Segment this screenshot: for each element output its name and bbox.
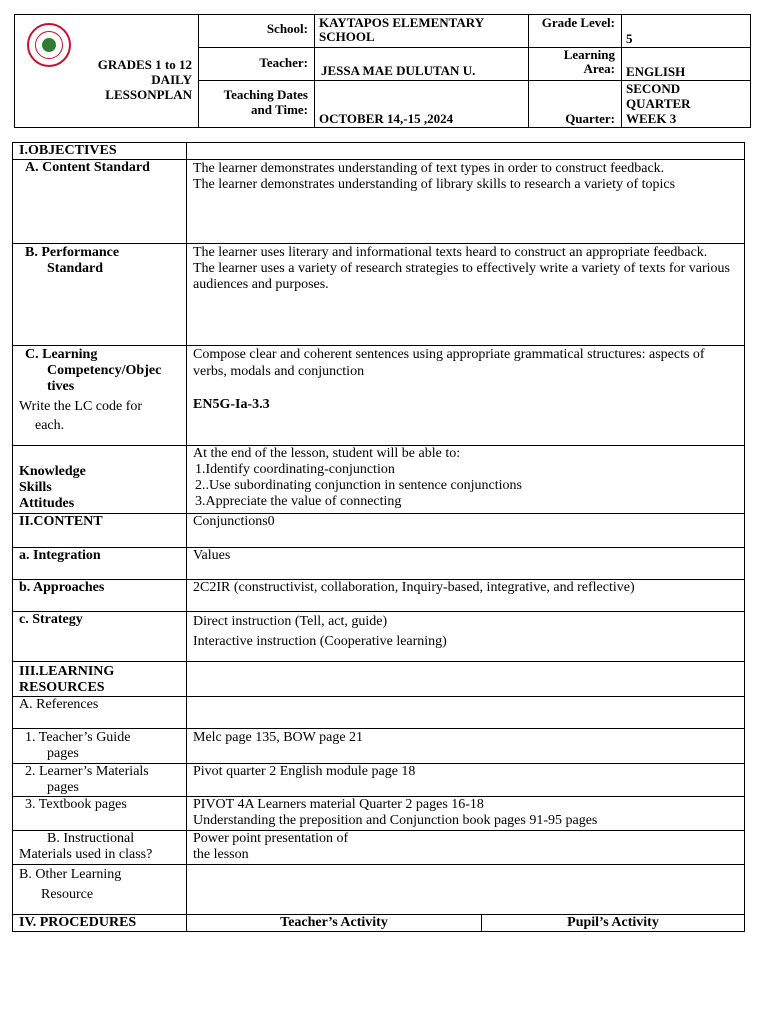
references-label: A. References (13, 697, 187, 729)
school-value: KAYTAPOS ELEMENTARY SCHOOL (315, 15, 529, 48)
instructional-materials-label: B. Instructional Materials used in class? (13, 831, 187, 865)
integration-label: a. Integration (13, 548, 187, 580)
teacher-activity-header: Teacher’s Activity (187, 915, 482, 932)
content-heading: II.CONTENT (13, 514, 187, 548)
pupil-activity-header: Pupil’s Activity (482, 915, 745, 932)
performance-standard-label: B. Performance Standard (13, 244, 187, 346)
approaches-value: 2C2IR (constructivist, collaboration, Inquiry-based, integrative, and reflective) (187, 580, 745, 612)
area-label: Learning Area: (529, 48, 622, 81)
ksa-text: At the end of the lesson, student will be able to: 1.Identify coordinating-conjunction 2..Use subordinating conjunction in sentence conjunctions 3.Appreciate the value of connecting (187, 446, 745, 514)
content-value: Conjunctions0 (187, 514, 745, 548)
title-line1: GRADES 1 to 12 (97, 57, 192, 72)
performance-standard-text: The learner uses literary and informational texts heard to construct an appropriate feedback. The learner uses a variety of research strategies to effectively write a variety of texts for various audiences and purposes. (187, 244, 745, 346)
grade-label: Grade Level: (529, 15, 622, 48)
quarter-value: SECOND QUARTER WEEK 3 (622, 81, 751, 128)
title-line3: LESSONPLAN (105, 87, 192, 102)
quarter-label: Quarter: (529, 81, 622, 128)
competency-code: EN5G-Ia-3.3 (193, 397, 270, 412)
header-table (14, 14, 751, 128)
learning-competency-label: C. Learning Competency/Objec tives Write the LC code for each. (13, 346, 187, 446)
approaches-label: b. Approaches (13, 580, 187, 612)
title-line2: DAILY (151, 72, 192, 87)
strategy-value: Direct instruction (Tell, act, guide) Interactive instruction (Cooperative learning) (187, 612, 745, 662)
content-standard-label: A. Content Standard (13, 160, 187, 244)
teachers-guide-value: Melc page 135, BOW page 21 (187, 729, 745, 764)
dates-label: Teaching Dates and Time: (199, 81, 315, 128)
title-cell (15, 15, 199, 128)
content-standard-text: The learner demonstrates understanding of text types in order to construct feedback. The learner demonstrates understanding of library skills to research a variety of topics (187, 160, 745, 244)
objectives-heading: I.OBJECTIVES (13, 143, 187, 160)
teachers-guide-label: 1. Teacher’s Guide pages (13, 729, 187, 764)
dates-value: OCTOBER 14,-15 ,2024 (315, 81, 529, 128)
teacher-value: JESSA MAE DULUTAN U. (315, 48, 529, 81)
integration-value: Values (187, 548, 745, 580)
other-resources-label: B. Other Learning Resource (13, 865, 187, 915)
strategy-label: c. Strategy (13, 612, 187, 662)
grade-value: 5 (622, 15, 751, 48)
procedures-heading: IV. PROCEDURES (13, 915, 187, 932)
learning-competency-text: Compose clear and coherent sentences using appropriate grammatical structures: aspects of verbs, modals and conjunction EN5G-Ia-3.3 (187, 346, 745, 446)
learners-materials-label: 2. Learner’s Materials pages (13, 764, 187, 797)
school-label: School: (199, 15, 315, 48)
lesson-plan-table (12, 142, 745, 932)
instructional-materials-value: Power point presentation of the lesson (187, 831, 745, 865)
textbook-label: 3. Textbook pages (13, 797, 187, 831)
area-value: ENGLISH (622, 48, 751, 81)
resources-heading: III.LEARNING RESOURCES (13, 662, 187, 697)
textbook-value: PIVOT 4A Learners material Quarter 2 pages 16-18 Understanding the preposition and Conjunction book pages 91-95 pages (187, 797, 745, 831)
teacher-label: Teacher: (199, 48, 315, 81)
learners-materials-value: Pivot quarter 2 English module page 18 (187, 764, 745, 797)
ksa-labels: Knowledge Skills Attitudes (13, 446, 187, 514)
